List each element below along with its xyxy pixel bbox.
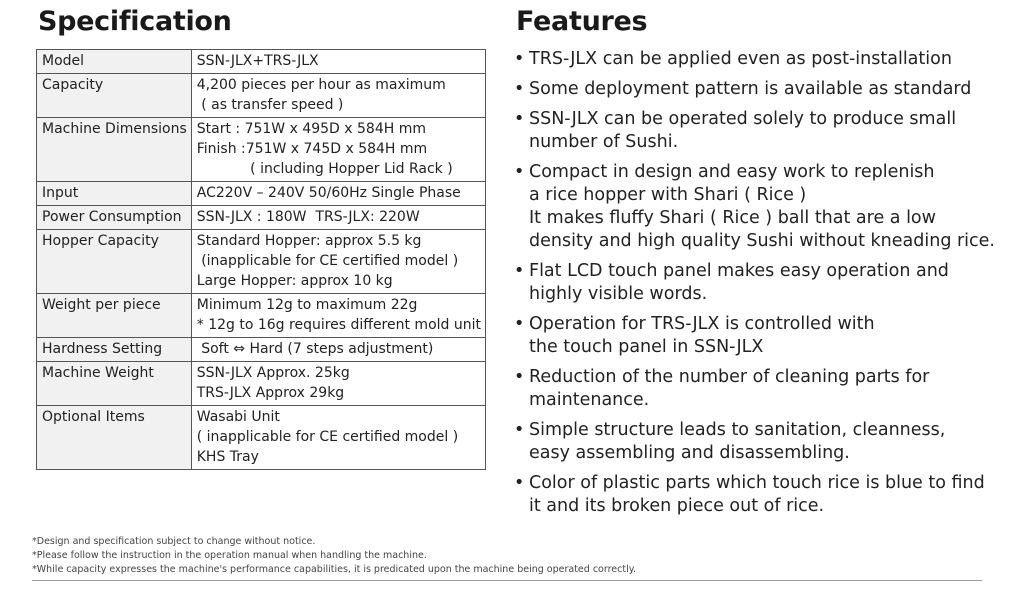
spec-label: Machine Dimensions [37,118,192,182]
spec-value-line: Wasabi Unit [196,409,280,425]
spec-value [191,294,485,338]
spec-value [191,182,485,206]
spec-value-line: AC220V – 240V 50/60Hz Single Phase [196,185,461,201]
spec-row [37,294,486,338]
spec-value-line: 4,200 pieces per hour as maximum [196,77,446,93]
spec-value [191,362,485,406]
bullet-icon: • [514,420,525,440]
spec-value [191,206,485,230]
feature-item [514,161,1014,253]
spec-value-line: SSN-JLX : 180W TRS-JLX: 220W [196,209,420,225]
bullet-icon: • [514,367,525,387]
feature-line: the touch panel in SSN-JLX [529,337,764,357]
spec-label: Optional Items [37,406,192,470]
feature-item [514,472,1014,518]
spec-row [37,206,486,230]
footnote: *Please follow the instruction in the operation manual when handling the machine. [32,550,427,561]
feature-line: TRS-JLX can be applied even as post-installation [529,49,952,69]
spec-row [37,338,486,362]
spec-label: Power Consumption [37,206,192,230]
spec-value-line: KHS Tray [196,449,259,465]
spec-value-line: Soft ⇔ Hard (7 steps adjustment) [196,341,434,357]
feature-line: easy assembling and disassembling. [529,443,850,463]
feature-line: It makes fluffy Shari ( Rice ) ball that are a low [529,208,936,228]
specification-table [36,49,486,470]
bullet-icon: • [514,79,525,99]
footnote: *Design and specification subject to change without notice. [32,536,316,547]
spec-value-line: Standard Hopper: approx 5.5 kg [196,233,422,249]
spec-value [191,230,485,294]
footnotes [32,535,982,577]
feature-line: Flat LCD touch panel makes easy operation and [529,261,949,281]
footnote: *While capacity expresses the machine's performance capabilities, it is predicated upon the machine being operated correctly. [32,564,637,575]
feature-line: Simple structure leads to sanitation, cleanness, [529,420,946,440]
spec-row [37,74,486,118]
spec-value-line: SSN-JLX+TRS-JLX [196,53,319,69]
spec-value [191,118,485,182]
spec-value [191,50,485,74]
spec-row [37,230,486,294]
spec-value-line: Large Hopper: approx 10 kg [196,273,393,289]
spec-row [37,362,486,406]
feature-item [514,260,1014,306]
spec-value-line: Finish :751W x 745D x 584H mm [196,141,428,157]
feature-line: Reduction of the number of cleaning parts for [529,367,930,387]
feature-line: maintenance. [529,390,650,410]
features-heading: Features [516,6,648,37]
feature-item [514,419,1014,465]
features-list [514,48,1014,525]
spec-label: Capacity [37,74,192,118]
spec-value-line: SSN-JLX Approx. 25kg [196,365,350,381]
feature-line: it and its broken piece out of rice. [529,496,825,516]
spec-label: Hardness Setting [37,338,192,362]
feature-line: a rice hopper with Shari ( Rice ) [529,185,807,205]
spec-value [191,338,485,362]
spec-row [37,182,486,206]
spec-row [37,406,486,470]
feature-line: highly visible words. [529,284,708,304]
spec-label: Weight per piece [37,294,192,338]
feature-line: Compact in design and easy work to replenish [529,162,935,182]
feature-item [514,313,1014,359]
spec-value-line: ( including Hopper Lid Rack ) [196,161,453,177]
feature-line: Color of plastic parts which touch rice is blue to find [529,473,985,493]
spec-value-line: Minimum 12g to maximum 22g [196,297,418,313]
bullet-icon: • [514,261,525,281]
spec-value-line: * 12g to 16g requires different mold unit [196,317,481,333]
bullet-icon: • [514,162,525,182]
bullet-icon: • [514,109,525,129]
feature-item [514,366,1014,412]
spec-label: Machine Weight [37,362,192,406]
feature-line: density and high quality Sushi without kneading rice. [529,231,995,251]
feature-line: Operation for TRS-JLX is controlled with [529,314,875,334]
spec-row [37,50,486,74]
spec-label: Input [37,182,192,206]
spec-value-line: Start : 751W x 495D x 584H mm [196,121,426,137]
specification-heading: Specification [38,6,232,37]
spec-value-line: ( inapplicable for CE certified model ) [196,429,459,445]
feature-item [514,108,1014,154]
bullet-icon: • [514,49,525,69]
spec-value-line: ( as transfer speed ) [196,97,344,113]
spec-value-line: TRS-JLX Approx 29kg [196,385,345,401]
spec-label: Hopper Capacity [37,230,192,294]
spec-row [37,118,486,182]
bullet-icon: • [514,473,525,493]
feature-item [514,48,1014,71]
spec-value [191,74,485,118]
spec-label: Model [37,50,192,74]
feature-line: number of Sushi. [529,132,679,152]
spec-value [191,406,485,470]
spec-value-line: (inapplicable for CE certified model ) [196,253,459,269]
feature-line: Some deployment pattern is available as standard [529,79,972,99]
feature-line: SSN-JLX can be operated solely to produce small [529,109,957,129]
bullet-icon: • [514,314,525,334]
footer-divider [32,580,982,581]
feature-item [514,78,1014,101]
